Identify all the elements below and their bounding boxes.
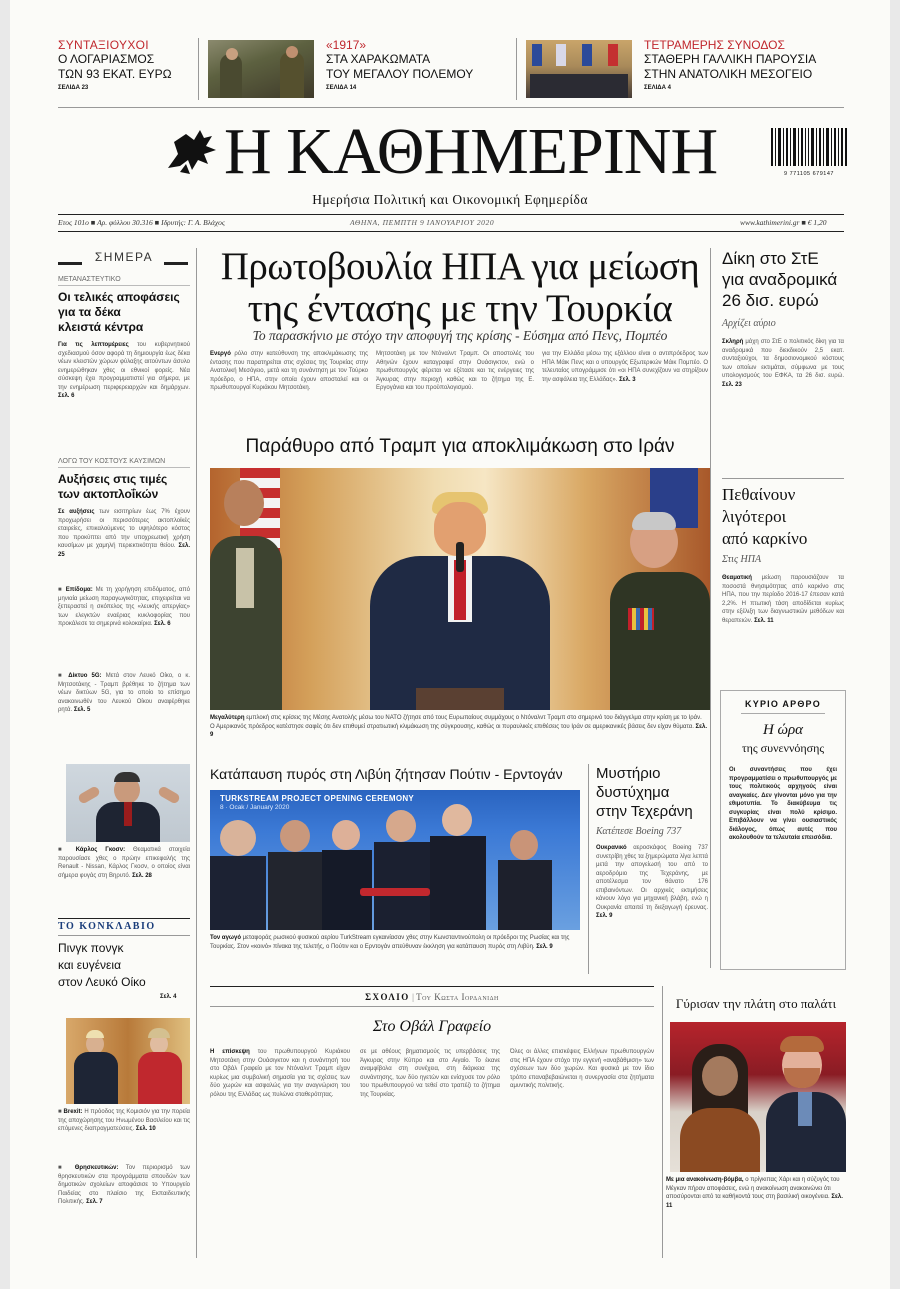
court-headline[interactable]: Δίκη στο ΣτΕ για αναδρομικά 26 δισ. ευρώ [722, 249, 838, 310]
divider [210, 1006, 654, 1007]
item-kicker: ΜΕΤΑΝΑΣΤΕΥΤΙΚΟ [58, 276, 190, 286]
item-title: Οι τελικές αποφάσεις για τα δέκα κλειστά κέντρα [58, 290, 180, 334]
tehran-subtitle: Κατέπεσε Boeing 737 [596, 826, 682, 837]
divider [58, 231, 844, 232]
column-author: Του Κωστα Ιορδανιδη [416, 992, 499, 1002]
editorial-title-2: της συνεννόησης [741, 741, 825, 755]
web-price[interactable]: www.kathimerini.gr ■ € 1,20 [740, 218, 827, 227]
issue-info: Ετος 101ο ■ Αρ. φύλλου 30.316 ■ Ιδρυτής: Γ. Α. Βλάχος [58, 218, 225, 227]
barcode-number: 9 771105 679147 [784, 171, 834, 177]
column-body-col3: Όλες οι άλλες επισκέψεις Ελλήνων πρωθυπουργών στις ΗΠΑ έχουν στόχο την εγγενή «αναβάθμιση» των σχέσεων των δύο χωρών. Και φυσικά με τον ίδιο τρόπο επαναβεβαιώνεται η συνεργασία στα ζητήματα αμυντικής πολιτικής. [510, 1049, 654, 1089]
photo-trump-briefing[interactable] [210, 468, 710, 710]
left-item-migration[interactable] [58, 276, 190, 431]
divider [58, 107, 844, 108]
masthead-title: Η ΚΑΘΗΜΕΡΙΝΗ [224, 115, 718, 188]
divider [516, 38, 517, 100]
photo-brexit[interactable] [66, 1018, 190, 1104]
teaser-summit[interactable] [644, 38, 844, 91]
section-conclave: ΤΟ ΚΟΝΚΛΑΒΙΟ [58, 921, 156, 932]
item-title: Αυξήσεις στις τιμές των ακτοπλοΐκών [58, 472, 168, 501]
divider [58, 214, 844, 215]
teaser-title-line: ΣΤΑΘΕΡΗ ΓΑΛΛΙΚΗ ΠΑΡΟΥΣΙΑ [644, 52, 817, 66]
photo-headline[interactable]: Παράθυρο από Τραμπ για αποκλιμάκωση στο Ιράν [245, 436, 675, 457]
main-body-col3: για την Ελλάδα μέσω της εξάλλου είναι ο αντιπρόεδρος των ΗΠΑ Μάικ Πενς και ο υπουργός Εξωτερικών Μάικ Πομπέο. Ο τελευταίος υπογράμμισε ότι «οι ΗΠΑ συνεχίζουν να στηρίζουν την ασφάλεια της Ελλάδας». Σελ. 3 [542, 351, 708, 383]
column-section: ΣΧΟΛΙΟ [365, 992, 410, 1002]
teaser-photo-summit[interactable] [526, 40, 632, 98]
column-title[interactable]: Στο Οβάλ Γραφείο [372, 1018, 492, 1035]
section-today: ΣΗΜΕΡΑ [94, 250, 154, 264]
tehran-body: Ουκρανικό αεροσκάφος Boeing 737 συνετρίβη χθες τα ξημερώματα λίγα λεπτά μετά την απογείωσή του από το αεροδρόμιο της Τεχεράνης, με αποτέλεσμα τον θάνατο 176 επιβαινόντων. Οι αρχικές εκτιμήσεις κάνουν λόγο για μηχανική βλάβη, ενώ η Ουκρανία απαιτεί τη διεξαγωγή έρευνας. Σελ. 9 [596, 845, 708, 919]
photo-caption-trump: Μεγαλύτερη εμπλοκή στις κρίσεις της Μέσης Ανατολής μέσω του ΝΑΤΟ ζήτησε από τους Ευρωπαίους συμμάχους ο Ντόναλντ Τραμπ στο σημερινό του διάγγελμα στην κρίση με το Ιράν. Ο Αμερικανός πρόεδρος κατέστησε σαφές ότι δεν επιθυμεί στρατιωτική κλιμάκωση της σύγκρουσης, καθώς οι πυραυλικές επιθέσεις του Ιράν σε αμερικανικές βάσεις δεν είχαν θύματα. Σελ. 9 [210, 715, 707, 738]
photo-caption-royals: Με μια ανακοίνωση-βόμβα, ο πρίγκιπας Χάρι και η σύζυγός του Μέγκαν πήραν αποφάσεις, ενώ η ανακοίνωση ανακοινώνει ότι αποσύρονται από τα καθήκοντά τους στη βασιλική οικογένεια. Σελ. 11 [666, 1177, 843, 1209]
teaser-kicker: ΤΕΤΡΑΜΕΡΗΣ ΣΥΝΟΔΟΣ [644, 38, 785, 52]
divider [722, 478, 844, 479]
photo-caption-libya: Τον αγωγό μεταφοράς ρωσικού φυσικού αερίου TurkStream εγκαινίασαν χθες στην Κωνσταντινούπολη οι πρόεδροι της Ρωσίας και της Τουρκίας. Στον «κοινό» πίνακα της τελετής, ο Πούτιν και ο Ερντογάν απεύθυναν έκκληση για κατάπαυση πυρός στη Λιβύη. Σελ. 9 [210, 935, 570, 950]
barcode [770, 128, 848, 177]
column-body-col2: σε με αθέους βηματισμούς τις υπερβάσεις της Άγκυρας στην Κύπρο και στο Αιγαίο. Το έκανε αναμφίβολα στη συνέχεια, στη διάρκεια της συνάντησης, των δύο ηγετών και ενίσχυσε τον ρόλο του πρωθυπουργού να τεθεί στο τραπέζι το ζήτημα της Τουρκίας. [360, 1049, 500, 1098]
main-subhead: Το παρασκήνιο με στόχο την αποφυγή της κρίσης - Εύσημα από Πενς, Πομπέο [252, 328, 668, 343]
masthead-subtitle: Ημερήσια Πολιτική και Οικονομική Εφημερίδα [312, 192, 588, 207]
editorial-title: Η ώρα [762, 722, 804, 738]
tehran-headline[interactable]: Μυστήριο δυστύχημα στην Τεχεράνη [596, 765, 693, 820]
newspaper-front-page [10, 0, 890, 1289]
editorial-box[interactable] [720, 690, 846, 970]
column-divider [710, 248, 711, 968]
issue-date: ΑΘΗΝΑ, ΠΕΜΠΤΗ 9 ΙΑΝΟΥΑΡΙΟΥ 2020 [350, 218, 495, 227]
divider [198, 38, 199, 100]
left-item-religion[interactable]: ■ Θρησκευτικών: Τον περιορισμό των θρησκευτικών στα προγράμματα σπουδών των δημοτικών σχολείων αποφάσισε το Υπουργείο Παιδείας στο πλαίσιο της Εκπαιδευτικής Πολιτικής. Σελ. 7 [58, 1165, 190, 1205]
column-header: ΣΧΟΛΙΟ | Του Κωστα Ιορδανιδη [365, 992, 499, 1002]
column-divider [196, 248, 197, 1258]
teaser-1917[interactable] [326, 38, 496, 91]
editorial-section: ΚΥΡΙΟ ΑΡΘΡΟ [745, 699, 821, 709]
item-body: Σε αυξήσεις των εισιτηρίων έως 7% έχουν προχωρήσει οι περισσότερες ακτοπλοϊκές εταιρείες, επικαλούμενες το υψηλότερο κόστος που προκύπτει από την υποχρεωτική χρήση καυσίμων με χαμηλή περιεκτικότητα θείου. Σελ. 25 [58, 509, 190, 558]
left-item-allowance[interactable]: ■ Επίδομα: Με τη χορήγηση επιδόματος, από μηνιαία μείωση παραγωγικότητας, επιχειρείται να ξεπεραστεί η σκόπελος της «λευκής απεργίας» των ελεγκτών εναέριας κυκλοφορίας που προκάλεσε τα σημερινά κολοκαίρια. Σελ. 6 [58, 587, 190, 627]
cancer-body: Θεαματική μείωση παρουσιάζουν τα ποσοστά θνησιμότητας από καρκίνο στις ΗΠΑ, που την περίοδο 2016-17 έπεσαν κατά 2,2%. Η πτωτική τάση αποδίδεται κυρίως στην εξέλιξη των διαγνωστικών μεθόδων και θεραπειών. Σελ. 11 [722, 575, 844, 624]
court-body: Σκληρή μάχη στο ΣτΕ ο πολιτικός δίκη για τα αναδρομικά που διεκδικούν 2,5 εκατ. συνταξιούχοι, τα δημοσιονομικού κόστους των οποίων εκτιμάται, σύμφωνα με τους υπολογισμούς του ΕΦΚΑ, τα 26 δισ. ευρώ. Σελ. 23 [722, 339, 844, 388]
column-body-col1: Η επίσκεψη του πρωθυπουργού Κυριάκου Μητσοτάκη στην Ουάσιγκτον και η συνάντησή του στο Οβάλ Γραφείο με τον Ντόναλντ Τραμπ είχαν κυρίως μια συμβολική σημασία για τις σχέσεις των δύο χωρών και ασφαλώς για την αναγνώριση του ρόλου της Ελλάδας ως πυλώνα σταθερότητας. [210, 1049, 350, 1098]
photo-turkstream[interactable] [210, 790, 580, 930]
section-rule [164, 262, 188, 265]
teaser-page: ΣΕΛΙΔΑ 14 [326, 85, 357, 91]
column-divider [588, 764, 589, 974]
teaser-kicker: ΣΥΝΤΑΞΙΟΥΧΟΙ [58, 38, 149, 52]
teaser-page: ΣΕΛΙΔΑ 4 [644, 85, 671, 91]
royals-headline[interactable]: Γύρισαν την πλάτη στο παλάτι [675, 996, 837, 1011]
divider [58, 918, 190, 919]
turkstream-banner-date: 8 · Ocak / January 2020 [220, 804, 290, 811]
left-item-ferries[interactable] [58, 458, 190, 576]
cancer-headline[interactable]: Πεθαίνουν λιγότεροι από καρκίνο [722, 485, 808, 548]
teaser-photo-soldiers[interactable] [208, 40, 314, 98]
turkstream-banner: TURKSTREAM PROJECT OPENING CEREMONY [220, 794, 415, 803]
item-body: Για τις λεπτομέρειες του κυβερνητικού σχεδιασμού όσον αφορά τη δημιουργία έως δέκα νέων κλειστών χώρων φύλαξης αιτούντων άσυλο ενημερώθηκαν χθες οι εθνικοί φορείς. Νέα σύσκεψη έχει προγραμματιστεί για σήμερα, με την ενημέρωση περιφερειαρχών και δημάρχων. Σελ. 6 [58, 342, 190, 399]
divider [58, 935, 190, 936]
photo-ghosn[interactable] [66, 764, 190, 842]
court-subtitle: Αρχίζει αύριο [722, 318, 776, 329]
teaser-title-line: Ο ΛΟΓΑΡΙΑΣΜΟΣ [58, 52, 155, 66]
column-divider [662, 986, 663, 1258]
photo-harry-meghan[interactable] [670, 1022, 846, 1172]
teaser-title-line: ΣΤΑ ΧΑΡΑΚΩΜΑΤΑ [326, 52, 431, 66]
cancer-subtitle: Στις ΗΠΑ [722, 554, 762, 565]
section-rule [58, 262, 82, 265]
conclave-page: Σελ. 4 [160, 994, 177, 1000]
teaser-title-line: ΤΩΝ 93 ΕΚΑΤ. ΕΥΡΩ [58, 67, 172, 81]
left-item-brexit[interactable]: ■ Brexit: Η πρόοδος της Κομισιόν για την πορεία της αποχώρησης του Ηνωμένου Βασιλείου και τις επόμενες διαπραγματεύσεις. Σελ. 10 [58, 1109, 190, 1132]
left-item-5g[interactable]: ■ Δίκτυο 5G: Μετά στον Λευκό Οίκο, ο κ. Μητσοτάκης - Τραμπ βρέθηκε το ζήτημα των νέων δικτύων 5G, για το οποίο το επίσημο ανακοινωθέν του Λευκού Οίκου αναφέρθηκε ρητά. Σελ. 5 [58, 673, 190, 713]
conclave-title[interactable]: Πινγκ πονγκ και ευγένεια στον Λευκό Οίκο [58, 941, 146, 989]
main-body-col2: Μητσοτάκη με τον Ντόναλντ Τραμπ. Οι αποστολές του Αθηνών έχουν καταγραφεί στην Ουάσιγκτον, ενώ ο πρωθυπουργός φέρεται να εξέτασε και τις ενέργειες της Άγκυρας στην περιοχή καθώς και το ζήτημα της Ε. Εργογάνια και του προϋπολογισμού. [376, 351, 534, 391]
teaser-pensions[interactable] [58, 38, 198, 91]
griffin-logo-icon [160, 124, 222, 180]
divider [210, 986, 654, 987]
teaser-kicker: «1917» [326, 38, 367, 52]
editorial-body: Οι συναντήσεις που έχει προγραμματίσει ο πρωθυπουργός με τους πολιτικούς αρχηγούς είναι αναγκαίες. Δεν γίνονται μόνο για την εθιμοτυπία. Το διακύβευμα τις συγκυρίας είναι πολύ κρίσιμο. Επιβάλλουν να γίνει ουσιαστικός διάλογος, όπως αυτές που ακολουθούν τα τελευταία επεισόδια. [729, 767, 837, 841]
libya-headline[interactable]: Κατάπαυση πυρός στη Λιβύη ζήτησαν Πούτιν - Ερντογάν [210, 766, 563, 782]
left-item-ghosn[interactable]: ■ Κάρλος Γκοσν: Θεαματικά στοιχεία παρουσίασε χθες ο πρώην επικεφαλής της Renault - Nissan, Κάρλος Γκοσν, ο οποίος είναι σήμερα φυγάς στη Βηρυτό. Σελ. 28 [58, 847, 190, 879]
teaser-title-line: ΤΟΥ ΜΕΓΑΛΟΥ ΠΟΛΕΜΟΥ [326, 67, 474, 81]
main-headline[interactable]: Πρωτοβουλία ΗΠΑ για μείωση της έντασης με την Τουρκία [220, 245, 700, 330]
item-kicker: ΛΟΓΩ ΤΟΥ ΚΟΣΤΟΥΣ ΚΑΥΣΙΜΩΝ [58, 458, 190, 468]
teaser-title-line: ΣΤΗΝ ΑΝΑΤΟΛΙΚΗ ΜΕΣΟΓΕΙΟ [644, 67, 813, 81]
divider [741, 713, 825, 714]
teaser-page: ΣΕΛΙΔΑ 23 [58, 85, 89, 91]
main-body-col1: Ενεργό ρόλο στην κατεύθυνση της αποκλιμάκωσης της έντασης που παρατηρείται στις σχέσεις της Τουρκίας στην Ανατολική Μεσόγειο, μετά και τη συνάντηση με τον Τούρκο πρόεδρο, ο ΗΠΑ, στην οποία έχουν αποσταλεί και οι πρωθυπουργοί Κυριάκου Μητσοτάκη. [210, 351, 368, 391]
